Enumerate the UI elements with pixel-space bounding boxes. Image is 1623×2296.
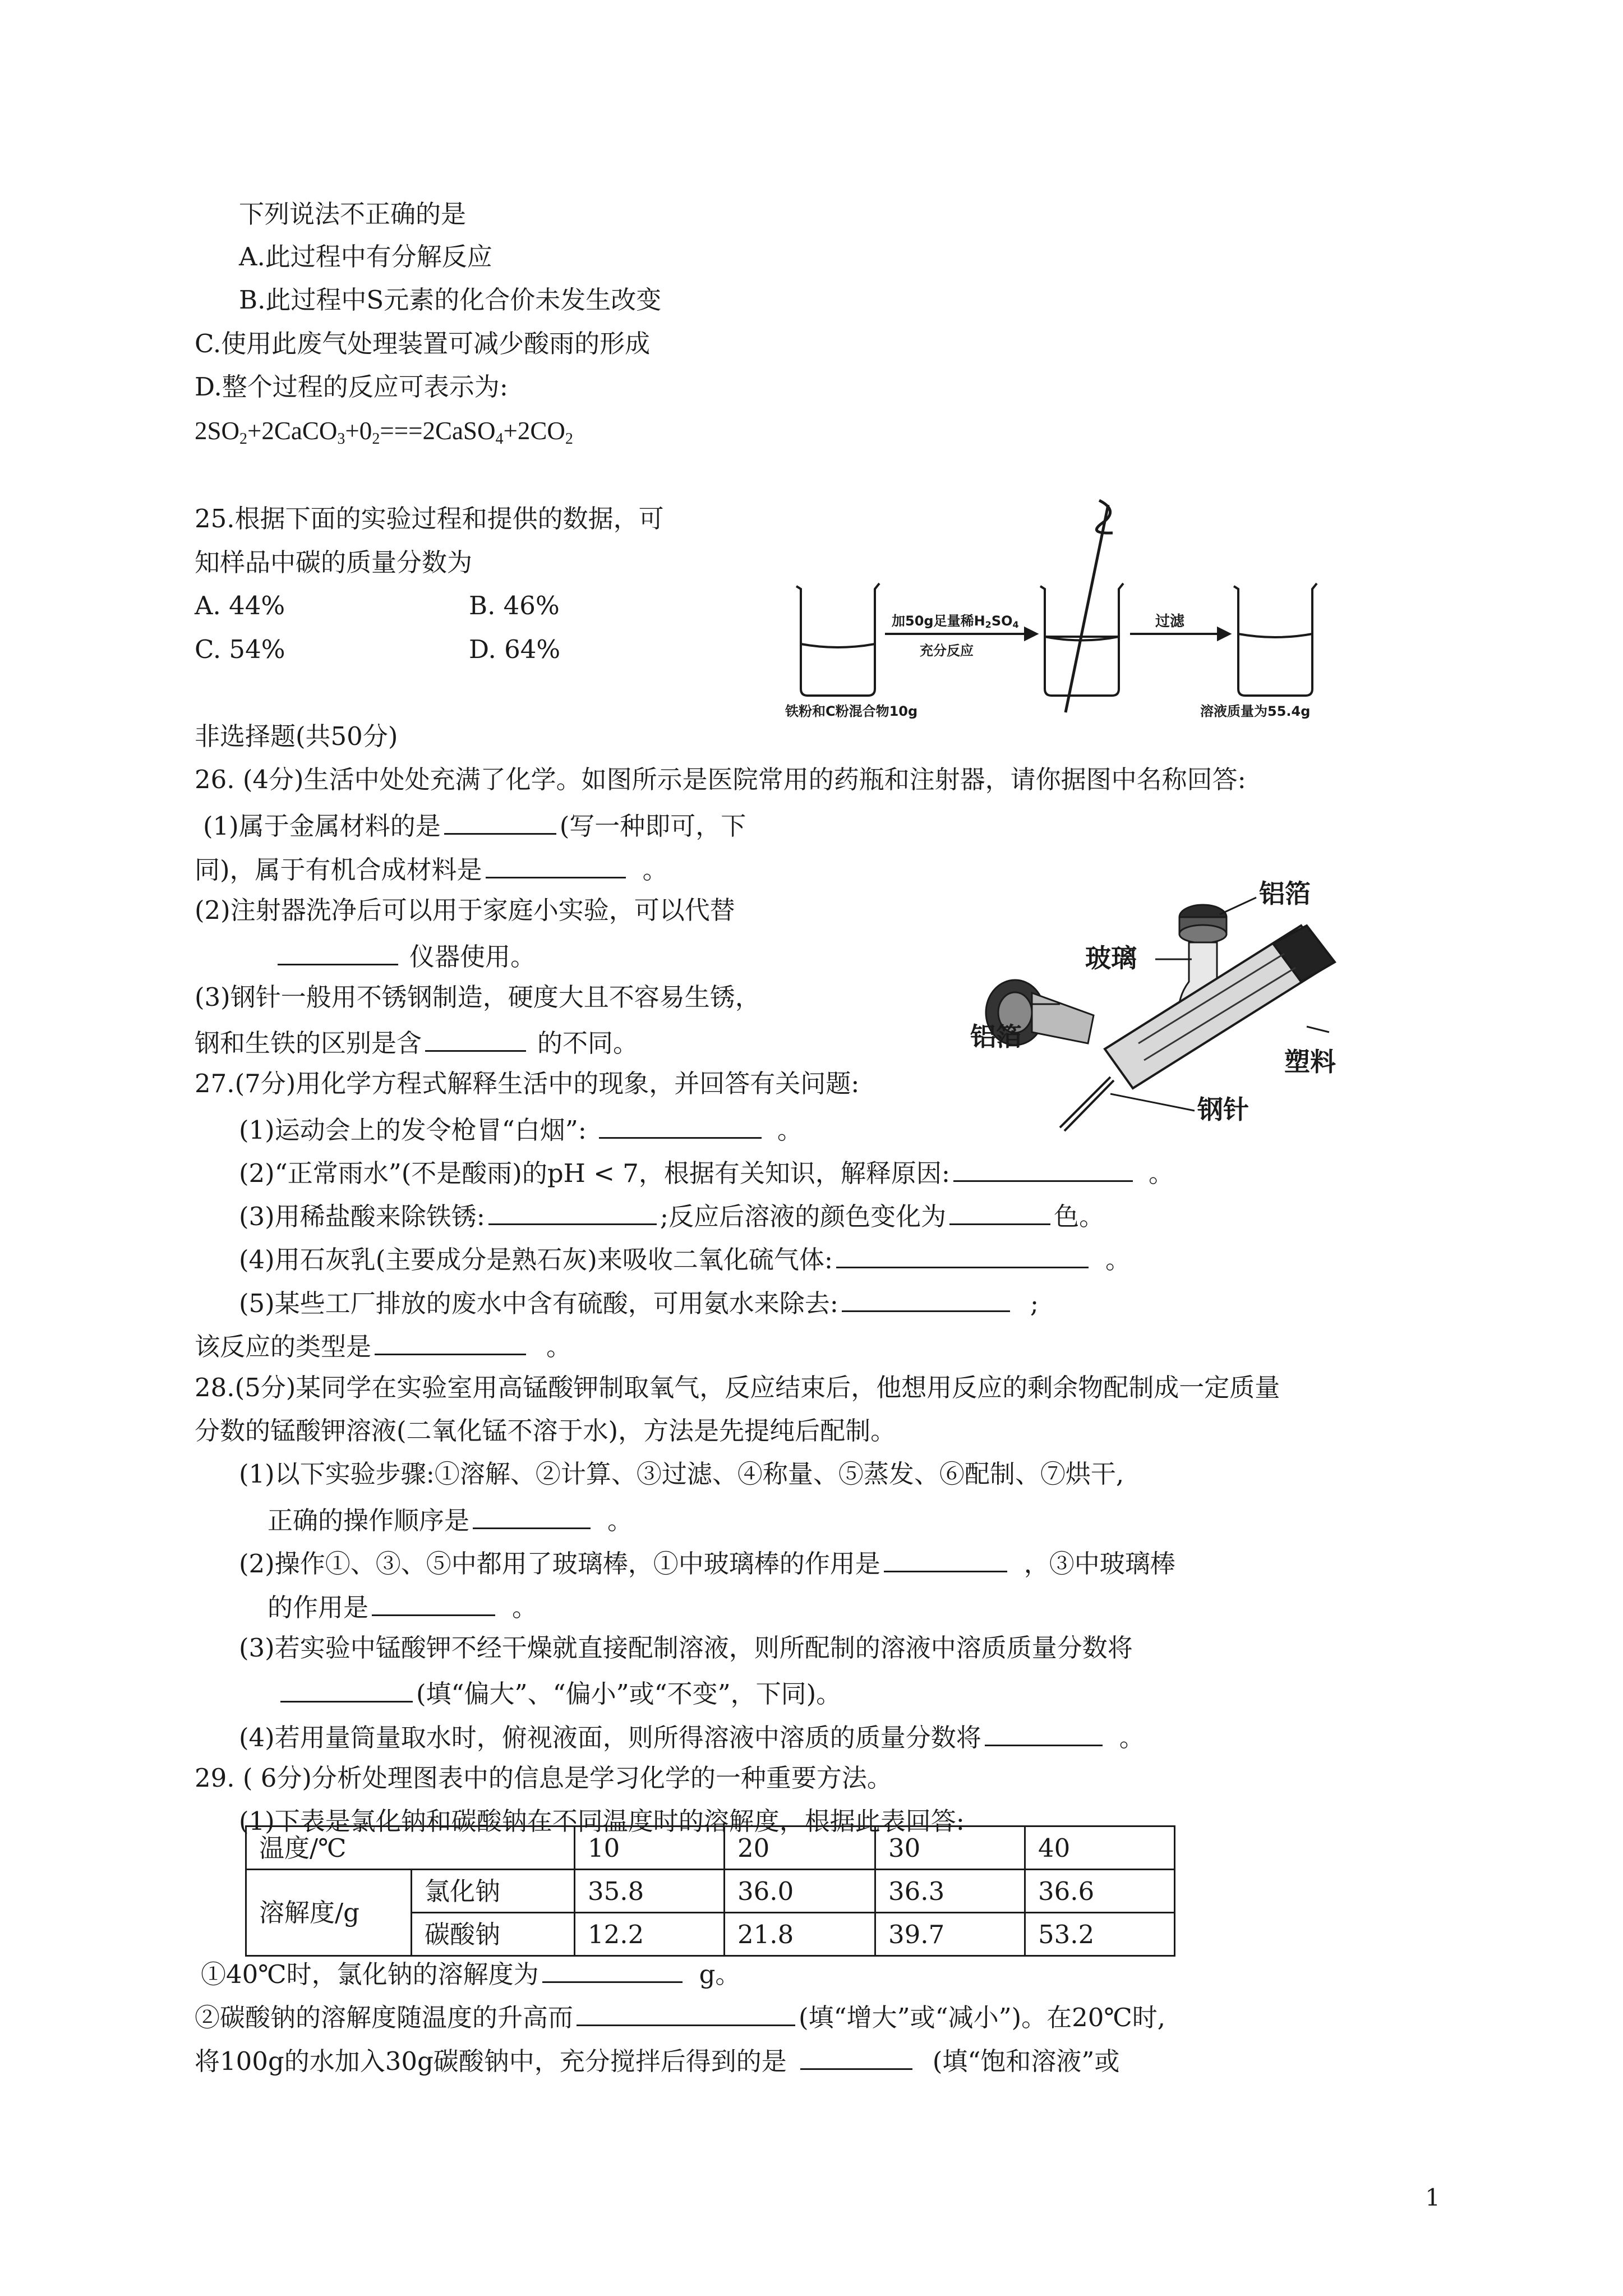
- q26-stem: 26. (4分)生活中处处充满了化学。如图所示是医院常用的药瓶和注射器，请你据图中名称回答:: [195, 765, 1246, 794]
- q28-part3: (3)若实验中锰酸钾不经干燥就直接配制溶液，则所配制的溶液中溶质质量分数将: [239, 1633, 1133, 1663]
- q25-stem-line2: 知样品中碳的质量分数为: [195, 547, 473, 577]
- answer-blank[interactable]: [577, 2002, 795, 2026]
- table-row: [246, 1826, 1175, 1870]
- q25-option-c: C. 54%: [195, 634, 285, 664]
- q27-part2: (2)“正常雨水”(不是酸雨)的pH < 7，根据有关知识，解释原因: 。: [239, 1158, 1174, 1188]
- table-cell: 36.6: [1025, 1870, 1175, 1913]
- answer-blank[interactable]: [473, 1505, 591, 1529]
- label-foil-top: 铝箔: [1259, 878, 1311, 909]
- answer-blank[interactable]: [949, 1201, 1050, 1225]
- table-cell: 36.0: [725, 1870, 875, 1913]
- label-foil-left: 铝箔: [970, 1022, 1022, 1052]
- q28-part2-cont: 的作用是 。: [268, 1593, 538, 1622]
- answer-blank[interactable]: [800, 2046, 912, 2070]
- q29-answer3: 将100g的水加入30g碳酸钠中，充分搅拌后得到的是 (填“饱和溶液”或: [195, 2046, 1120, 2076]
- q27-part6: 该反应的类型是 。: [195, 1332, 572, 1361]
- beaker-right-icon: [1234, 583, 1317, 696]
- answer-blank[interactable]: [836, 1244, 1089, 1268]
- answer-blank[interactable]: [599, 1115, 762, 1139]
- q25-stem-line1: 25.根据下面的实验过程和提供的数据，可: [195, 504, 664, 533]
- answer-blank[interactable]: [985, 1722, 1103, 1746]
- answer-blank[interactable]: [425, 1028, 526, 1052]
- label-needle: 钢针: [1197, 1094, 1249, 1125]
- table-cell: 21.8: [725, 1913, 875, 1956]
- steel-needle-icon: [1060, 1077, 1114, 1131]
- table-cell: 35.8: [575, 1870, 725, 1913]
- table-cell: 53.2: [1025, 1913, 1175, 1956]
- answer-blank[interactable]: [953, 1158, 1133, 1182]
- vial-cap-icon: [1179, 905, 1227, 943]
- q25-option-b: B. 46%: [469, 591, 560, 620]
- q29-answer2: ②碳酸钠的溶解度随温度的升高而 (填“增大”或“减小”)。在20℃时,: [195, 2003, 1166, 2032]
- q27-part1: (1)运动会上的发令枪冒“白烟”: 。: [239, 1115, 803, 1145]
- table-header-solubility: 溶解度/g: [246, 1870, 412, 1956]
- q29-stem: 29. ( 6分)分析处理图表中的信息是学习化学的一种重要方法。: [195, 1763, 892, 1793]
- q26-line6: 钢和生铁的区别是含 的不同。: [195, 1028, 639, 1058]
- arrow-filter-icon: [1130, 628, 1229, 639]
- glass-rod-icon: [1066, 500, 1113, 712]
- table-temp-30: 30: [875, 1826, 1025, 1870]
- q29-answer1: ①40℃时，氯化钠的溶解度为 g。: [201, 1959, 741, 1989]
- q27-stem: 27.(7分)用化学方程式解释生活中的现象，并回答有关问题:: [195, 1069, 860, 1098]
- q26-line5: (3)钢针一般用不锈钢制造，硬度大且不容易生锈，: [195, 982, 760, 1012]
- beaker-left-icon: [796, 583, 879, 696]
- q26-line3: (2)注射器洗净后可以用于家庭小实验，可以代替: [195, 895, 735, 925]
- label-plastic: 塑料: [1284, 1047, 1336, 1077]
- table-temp-40: 40: [1025, 1826, 1175, 1870]
- q28-stem-line2: 分数的锰酸钾溶液(二氧化锰不溶于水)，方法是先提纯后配制。: [195, 1416, 896, 1446]
- q28-part3-answer: (填“偏大”、“偏小”或“不变”，下同)。: [280, 1678, 841, 1706]
- q28-stem-line1: 28.(5分)某同学在实验室用高锰酸钾制取氧气，反应结束后，他想用反应的剩余物配制成一定质量: [195, 1373, 1280, 1402]
- table-temp-10: 10: [575, 1826, 725, 1870]
- table-label-na2co3: 碳酸钠: [412, 1913, 575, 1956]
- q24-option-c: C.使用此废气处理装置可减少酸雨的形成: [195, 329, 651, 358]
- q28-part1-answer: 正确的操作顺序是 。: [268, 1506, 633, 1535]
- q26-line1: (1)属于金属材料的是 (写一种即可，下: [203, 811, 746, 841]
- table-cell: 36.3: [875, 1870, 1025, 1913]
- q25-option-a: A. 44%: [195, 591, 285, 620]
- answer-blank[interactable]: [884, 1548, 1007, 1572]
- answer-blank[interactable]: [486, 854, 626, 878]
- table-cell: 39.7: [875, 1913, 1025, 1956]
- figure-arrow2-label: 过滤: [1155, 613, 1185, 630]
- answer-blank[interactable]: [542, 1959, 683, 1983]
- q28-part2: (2)操作①、③、⑤中都用了玻璃棒，①中玻璃棒的作用是 ，③中玻璃棒: [239, 1549, 1175, 1579]
- answer-blank[interactable]: [280, 1678, 413, 1703]
- q24-equation: $2SO_2+2CaCO_3+0_2===2CaSO_4+2CO_2$: [195, 417, 573, 448]
- table-row: [246, 1870, 1175, 1913]
- q24-option-b: B.此过程中S元素的化合价未发生改变: [239, 285, 662, 315]
- answer-blank[interactable]: [375, 1331, 526, 1355]
- table-cell: 12.2: [575, 1913, 725, 1956]
- answer-blank[interactable]: [444, 811, 556, 835]
- q25-option-d: D. 64%: [469, 634, 561, 664]
- syringe-figure: [970, 864, 1363, 1133]
- table-temp-20: 20: [725, 1826, 875, 1870]
- q24-stem: 下列说法不正确的是: [239, 199, 467, 229]
- figure-arrow1-top-label: 加50g足量稀$H_2SO_4$: [892, 613, 1019, 630]
- q26-line2: 同)，属于有机合成材料是 。: [195, 855, 668, 885]
- q28-part1: (1)以下实验步骤:①溶解、②计算、③过滤、④称量、⑤蒸发、⑥配制、⑦烘干,: [239, 1459, 1124, 1489]
- table-header-temperature: 温度/℃: [246, 1826, 575, 1870]
- answer-blank[interactable]: [278, 941, 398, 965]
- page-number: 1: [1425, 2184, 1440, 2211]
- label-glass: 玻璃: [1085, 943, 1137, 973]
- q24-option-d: D.整个过程的反应可表示为:: [195, 372, 508, 402]
- answer-blank[interactable]: [842, 1288, 1010, 1312]
- q27-part3: (3)用稀盐酸来除铁锈: ;反应后溶液的颜色变化为 色。: [239, 1202, 1105, 1231]
- q24-option-a: A.此过程中有分解反应: [239, 242, 492, 272]
- q28-part4: (4)若用量筒量取水时，俯视液面，则所得溶液中溶质的质量分数将 。: [239, 1723, 1145, 1752]
- figure-arrow1-bottom-label: 充分反应: [920, 643, 974, 659]
- solubility-table: [245, 1825, 1175, 1957]
- q27-part4: (4)用石灰乳(主要成分是熟石灰)来吸收二氧化硫气体: 。: [239, 1245, 1131, 1274]
- section-title: 非选择题(共50分): [195, 721, 398, 751]
- q29-part1: (1)下表是氯化钠和碳酸钠在不同温度时的溶解度，根据此表回答:: [239, 1806, 965, 1836]
- q25-experiment-figure: [785, 499, 1324, 724]
- answer-blank[interactable]: [488, 1201, 657, 1225]
- figure-left-caption: 铁粉和C粉混合物10g: [785, 703, 918, 719]
- answer-blank[interactable]: [372, 1592, 495, 1616]
- q27-part5: (5)某些工厂排放的废水中含有硫酸，可用氨水来除去: ;: [239, 1289, 1039, 1318]
- arrow-add-acid-icon: [885, 628, 1036, 639]
- table-label-nacl: 氯化钠: [412, 1870, 575, 1913]
- q26-line4: 仪器使用。: [278, 941, 536, 969]
- figure-right-caption: 溶液质量为55.4g: [1200, 703, 1311, 719]
